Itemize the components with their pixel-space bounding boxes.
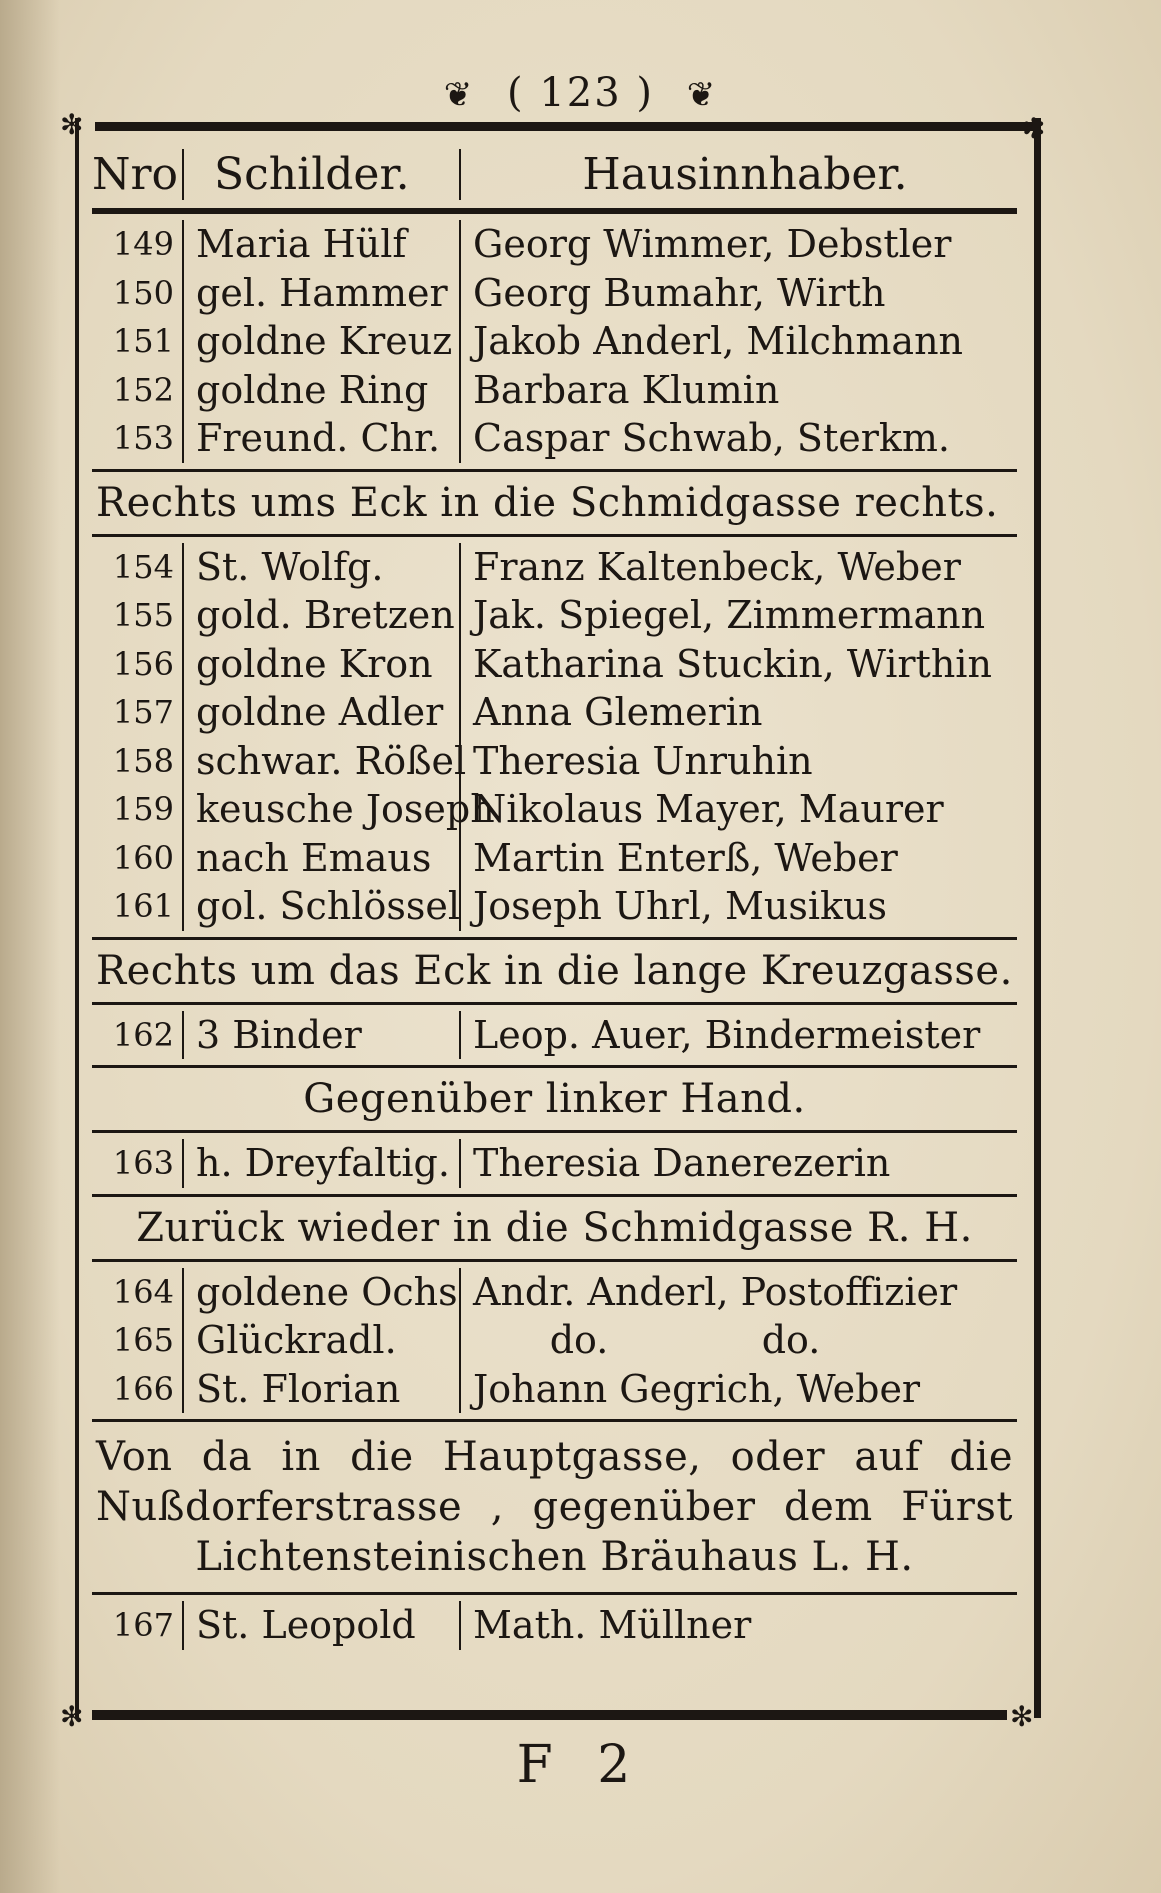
ditto-mark: do. xyxy=(549,1318,609,1363)
house-sign: goldne Ring xyxy=(184,366,461,415)
house-number: 149 xyxy=(92,220,184,269)
house-sign: schwar. Rößel xyxy=(184,737,461,786)
ditto-mark: do. xyxy=(761,1318,821,1363)
header-sign: Schilder. xyxy=(184,149,461,200)
house-sign: 3 Binder xyxy=(184,1011,461,1060)
table-row xyxy=(92,737,1017,786)
house-owner: Johann Gegrich, Weber xyxy=(473,1366,921,1411)
house-owner: Andr. Anderl, Postoffizier xyxy=(473,1269,958,1314)
table-header-row xyxy=(92,140,1017,214)
house-number: 165 xyxy=(92,1316,184,1365)
house-number: 156 xyxy=(92,640,184,689)
direction-line: Von da in die Hauptgasse, oder auf die xyxy=(96,1434,1013,1480)
house-number: 151 xyxy=(92,317,184,366)
table-row xyxy=(92,317,1017,366)
house-sign: h. Dreyfaltig. xyxy=(184,1139,461,1188)
house-owner-ditto xyxy=(461,1316,1017,1365)
house-owner: Math. Müllner xyxy=(473,1603,752,1648)
house-sign: gold. Bretzen xyxy=(184,591,461,640)
direction-line: Lichtensteinischen Bräuhaus L. H. xyxy=(195,1534,914,1580)
table-row xyxy=(92,834,1017,883)
house-number: 150 xyxy=(92,269,184,318)
house-owner: Franz Kaltenbeck, Weber xyxy=(473,544,961,589)
table-row xyxy=(92,269,1017,318)
house-number: 159 xyxy=(92,785,184,834)
house-number: 155 xyxy=(92,591,184,640)
header-owner: Hausinnhaber. xyxy=(582,148,908,200)
house-number: 163 xyxy=(92,1139,184,1188)
entry-group xyxy=(92,1005,1017,1066)
house-owner: Leop. Auer, Bindermeister xyxy=(473,1012,981,1057)
direction-line: Nußdorferstrasse , gegenüber dem Fürst xyxy=(96,1484,1013,1530)
street-direction: Zurück wieder in die Schmidgasse R. H. xyxy=(92,1194,1017,1262)
house-number: 158 xyxy=(92,737,184,786)
house-owner: Theresia Danerezerin xyxy=(473,1141,891,1186)
house-sign: goldne Kreuz xyxy=(184,317,461,366)
house-number: 167 xyxy=(92,1601,184,1650)
table-row xyxy=(92,688,1017,737)
house-number: 162 xyxy=(92,1011,184,1060)
corner-ornament-icon: ✻ xyxy=(60,108,84,141)
house-register-table xyxy=(92,140,1017,1656)
ornament-right-icon: ❦ xyxy=(686,75,718,115)
house-sign: goldne Kron xyxy=(184,640,461,689)
house-number: 152 xyxy=(92,366,184,415)
table-row xyxy=(92,591,1017,640)
page-number: ( 123 ) xyxy=(507,70,654,116)
house-sign: goldene Ochs xyxy=(184,1268,461,1317)
street-direction: Gegenüber linker Hand. xyxy=(92,1065,1017,1133)
house-owner: Jak. Spiegel, Zimmermann xyxy=(473,593,986,638)
house-owner: Barbara Klumin xyxy=(473,367,780,412)
street-direction: Rechts ums Eck in die Schmidgasse rechts. xyxy=(92,469,1017,537)
house-sign: St. Wolfg. xyxy=(184,543,461,592)
house-sign: Maria Hülf xyxy=(184,220,461,269)
house-sign: nach Emaus xyxy=(184,834,461,883)
binding-shadow xyxy=(0,0,60,1893)
street-direction: Rechts um das Eck in die lange Kreuzgasse. xyxy=(92,937,1017,1005)
house-sign: Freund. Chr. xyxy=(184,414,461,463)
house-sign: gel. Hammer xyxy=(184,269,461,318)
table-row xyxy=(92,1268,1017,1317)
table-row xyxy=(92,414,1017,463)
table-row xyxy=(92,220,1017,269)
table-row xyxy=(92,1601,1017,1650)
house-owner: Caspar Schwab, Sterkm. xyxy=(473,416,951,461)
house-owner: Georg Bumahr, Wirth xyxy=(473,270,886,315)
entry-group xyxy=(92,537,1017,937)
house-owner: Georg Wimmer, Debstler xyxy=(473,222,952,267)
table-row xyxy=(92,640,1017,689)
house-number: 164 xyxy=(92,1268,184,1317)
house-owner: Jakob Anderl, Milchmann xyxy=(473,319,964,364)
entry-group xyxy=(92,1133,1017,1194)
house-owner: Katharina Stuckin, Wirthin xyxy=(473,641,992,686)
bottom-rule xyxy=(92,1710,1007,1720)
house-owner: Anna Glemerin xyxy=(473,690,763,735)
house-sign: Glückradl. xyxy=(184,1316,461,1365)
table-row xyxy=(92,1365,1017,1414)
entry-group xyxy=(92,214,1017,469)
signature-mark: F 2 xyxy=(516,1735,645,1795)
corner-ornament-icon: ✻ xyxy=(60,1700,84,1733)
table-row xyxy=(92,1139,1017,1188)
house-number: 153 xyxy=(92,414,184,463)
house-number: 160 xyxy=(92,834,184,883)
table-row xyxy=(92,543,1017,592)
house-sign: keusche Joseph xyxy=(184,785,461,834)
corner-ornament-icon: ✻ xyxy=(1010,1700,1034,1733)
house-sign: gol. Schlössel xyxy=(184,882,461,931)
house-number: 157 xyxy=(92,688,184,737)
ornament-left-icon: ❦ xyxy=(443,75,475,115)
table-row xyxy=(92,785,1017,834)
corner-ornament-icon: ✻ xyxy=(1022,112,1046,145)
table-row xyxy=(92,1011,1017,1060)
street-direction-paragraph xyxy=(92,1419,1017,1595)
house-owner: Martin Enterß, Weber xyxy=(473,835,898,880)
table-row xyxy=(92,882,1017,931)
house-sign: St. Leopold xyxy=(184,1601,461,1650)
house-number: 166 xyxy=(92,1365,184,1414)
house-number: 154 xyxy=(92,543,184,592)
page-header xyxy=(0,70,1161,116)
table-row xyxy=(92,366,1017,415)
header-nr: Nro xyxy=(92,149,184,200)
entry-group xyxy=(92,1595,1017,1656)
house-sign: goldne Adler xyxy=(184,688,461,737)
house-number: 161 xyxy=(92,882,184,931)
entry-group xyxy=(92,1262,1017,1420)
house-owner: Theresia Unruhin xyxy=(473,738,813,783)
house-owner: Joseph Uhrl, Musikus xyxy=(473,884,887,929)
house-sign: St. Florian xyxy=(184,1365,461,1414)
house-owner: Nikolaus Mayer, Maurer xyxy=(473,787,944,832)
table-row xyxy=(92,1316,1017,1365)
